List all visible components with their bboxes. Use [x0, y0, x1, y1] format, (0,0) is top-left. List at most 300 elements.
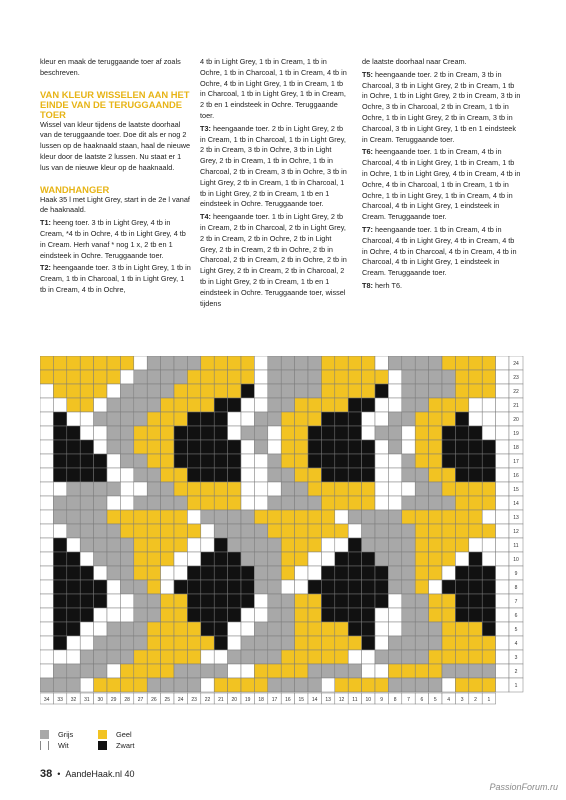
chart-cell: [134, 580, 147, 594]
chart-cell: [174, 636, 187, 650]
chart-cell: [40, 398, 53, 412]
chart-cell: [187, 566, 200, 580]
chart-cell: [268, 678, 281, 692]
chart-cell: [429, 538, 442, 552]
chart-cell: [415, 412, 428, 426]
page-number: 38: [40, 768, 53, 780]
chart-cell: [40, 440, 53, 454]
chart-cell: [53, 608, 66, 622]
chart-cell: [228, 412, 241, 426]
chart-cell: [268, 468, 281, 482]
chart-cell: [228, 496, 241, 510]
chart-cell: [67, 538, 80, 552]
column-number: 29: [110, 697, 117, 703]
chart-cell: [268, 664, 281, 678]
chart-cell: [348, 678, 361, 692]
column-number: 15: [298, 697, 305, 703]
chart-cell: [321, 678, 334, 692]
chart-cell: [268, 496, 281, 510]
chart-cell: [187, 440, 200, 454]
chart-cell: [362, 384, 375, 398]
chart-cell: [429, 412, 442, 426]
chart-cell: [201, 510, 214, 524]
column-number: 14: [311, 697, 318, 703]
column-number: 7: [407, 697, 410, 703]
chart-cell: [53, 538, 66, 552]
chart-cell: [268, 608, 281, 622]
chart-cell: [375, 664, 388, 678]
row-number: 13: [513, 515, 519, 521]
chart-cell: [201, 608, 214, 622]
chart-cell: [53, 440, 66, 454]
chart-cell: [402, 384, 415, 398]
chart-cell: [496, 524, 509, 538]
chart-cell: [482, 426, 495, 440]
chart-cell: [67, 594, 80, 608]
chart-cell: [94, 594, 107, 608]
row-number: 22: [513, 389, 519, 395]
chart-cell: [321, 650, 334, 664]
chart-cell: [174, 650, 187, 664]
chart-cell: [254, 566, 267, 580]
chart-cell: [134, 482, 147, 496]
chart-cell: [201, 440, 214, 454]
chart-cell: [80, 482, 93, 496]
chart-cell: [228, 370, 241, 384]
chart-cell: [94, 622, 107, 636]
chart-cell: [241, 468, 254, 482]
chart-cell: [120, 566, 133, 580]
chart-cell: [348, 370, 361, 384]
chart-cell: [348, 468, 361, 482]
chart-cell: [134, 622, 147, 636]
chart-cell: [254, 412, 267, 426]
chart-cell: [335, 510, 348, 524]
chart-cell: [482, 454, 495, 468]
chart-cell: [134, 552, 147, 566]
chart-cell: [94, 496, 107, 510]
chart-cell: [228, 538, 241, 552]
chart-cell: [455, 454, 468, 468]
chart-cell: [496, 496, 509, 510]
chart-cell: [268, 580, 281, 594]
chart-cell: [161, 580, 174, 594]
chart-cell: [107, 594, 120, 608]
chart-cell: [455, 678, 468, 692]
chart-cell: [94, 636, 107, 650]
chart-cell: [174, 412, 187, 426]
chart-cell: [335, 678, 348, 692]
chart-cell: [308, 566, 321, 580]
chart-cell: [228, 650, 241, 664]
chart-cell: [107, 636, 120, 650]
chart-cell: [402, 566, 415, 580]
chart-cell: [107, 524, 120, 538]
chart-cell: [402, 538, 415, 552]
chart-cell: [268, 384, 281, 398]
column-number: 1: [487, 697, 491, 703]
chart-cell: [362, 622, 375, 636]
chart-cell: [496, 384, 509, 398]
chart-cell: [187, 664, 200, 678]
chart-cell: [94, 468, 107, 482]
chart-cell: [388, 398, 401, 412]
chart-cell: [241, 454, 254, 468]
chart-cell: [40, 468, 53, 482]
chart-cell: [40, 496, 53, 510]
chart-cell: [120, 412, 133, 426]
row-number: 15: [513, 487, 519, 493]
chart-cell: [281, 426, 294, 440]
chart-cell: [362, 454, 375, 468]
chart-cell: [455, 650, 468, 664]
chart-cell: [455, 440, 468, 454]
chart-cell: [161, 664, 174, 678]
chart-cell: [348, 524, 361, 538]
chart-cell: [40, 538, 53, 552]
chart-cell: [187, 622, 200, 636]
chart-cell: [254, 440, 267, 454]
row-number: 20: [513, 417, 519, 423]
chart-cell: [442, 566, 455, 580]
chart-cell: [455, 608, 468, 622]
chart-cell: [308, 538, 321, 552]
chart-cell: [94, 384, 107, 398]
chart-cell: [201, 622, 214, 636]
chart-cell: [375, 566, 388, 580]
chart-cell: [40, 608, 53, 622]
chart-cell: [308, 622, 321, 636]
chart-cell: [228, 356, 241, 370]
chart-cell: [388, 370, 401, 384]
chart-cell: [429, 566, 442, 580]
section-heading-wandhanger: WANDHANGER: [40, 183, 110, 195]
chart-cell: [375, 468, 388, 482]
chart-cell: [254, 482, 267, 496]
chart-cell: [174, 552, 187, 566]
chart-cell: [469, 496, 482, 510]
chart-cell: [295, 538, 308, 552]
chart-cell: [187, 426, 200, 440]
chart-cell: [308, 580, 321, 594]
chart-cell: [254, 552, 267, 566]
column-number: 9: [380, 697, 384, 703]
column-number: 28: [124, 697, 130, 703]
row-number: 21: [513, 403, 519, 409]
chart-cell: [415, 580, 428, 594]
chart-cell: [174, 440, 187, 454]
chart-cell: [496, 412, 509, 426]
chart-cell: [415, 454, 428, 468]
chart-cell: [482, 482, 495, 496]
chart-cell: [268, 412, 281, 426]
chart-cell: [335, 356, 348, 370]
chart-cell: [362, 510, 375, 524]
chart-cell: [335, 370, 348, 384]
chart-cell: [496, 398, 509, 412]
chart-cell: [241, 678, 254, 692]
chart-cell: [295, 608, 308, 622]
chart-cell: [241, 384, 254, 398]
chart-cell: [80, 580, 93, 594]
intro-text: kleur en maak de teruggaande toer af zoals beschreven.: [40, 57, 181, 77]
chart-cell: [469, 384, 482, 398]
chart-cell: [415, 664, 428, 678]
chart-cell: [80, 370, 93, 384]
chart-cell: [241, 650, 254, 664]
chart-cell: [335, 412, 348, 426]
chart-cell: [67, 384, 80, 398]
chart-cell: [469, 580, 482, 594]
chart-cell: [482, 636, 495, 650]
chart-cell: [335, 454, 348, 468]
column-number: 21: [218, 697, 224, 703]
chart-cell: [482, 510, 495, 524]
chart-cell: [442, 650, 455, 664]
chart-cell: [201, 496, 214, 510]
chart-cell: [429, 370, 442, 384]
chart-cell: [214, 510, 227, 524]
chart-cell: [415, 538, 428, 552]
chart-cell: [402, 356, 415, 370]
chart-cell: [80, 678, 93, 692]
chart-cell: [174, 468, 187, 482]
chart-cell: [228, 454, 241, 468]
chart-cell: [455, 398, 468, 412]
chart-cell: [94, 398, 107, 412]
chart-cell: [469, 538, 482, 552]
column-number: 31: [84, 697, 90, 703]
chart-cell: [482, 524, 495, 538]
chart-cell: [161, 454, 174, 468]
chart-cell: [214, 524, 227, 538]
chart-cell: [348, 426, 361, 440]
chart-cell: [214, 552, 227, 566]
chart-cell: [281, 468, 294, 482]
chart-cell: [415, 594, 428, 608]
chart-cell: [362, 594, 375, 608]
chart-cell: [147, 468, 160, 482]
chart-cell: [80, 440, 93, 454]
chart-cell: [348, 552, 361, 566]
legend-label-wit: Wit: [58, 741, 69, 750]
chart-cell: [469, 622, 482, 636]
chart-cell: [321, 524, 334, 538]
chart-cell: [147, 580, 160, 594]
chart-cell: [147, 524, 160, 538]
chart-cell: [402, 594, 415, 608]
chart-cell: [308, 678, 321, 692]
chart-cell: [161, 636, 174, 650]
chart-cell: [295, 678, 308, 692]
chart-cell: [187, 412, 200, 426]
chart-cell: [482, 678, 495, 692]
chart-cell: [80, 524, 93, 538]
chart-cell: [281, 496, 294, 510]
legend-item-grijs: [40, 729, 73, 740]
chart-cell: [228, 384, 241, 398]
chart-cell: [402, 608, 415, 622]
chart-cell: [295, 412, 308, 426]
chart-cell: [120, 622, 133, 636]
chart-cell: [429, 496, 442, 510]
chart-cell: [94, 370, 107, 384]
chart-cell: [442, 398, 455, 412]
chart-cell: [147, 496, 160, 510]
chart-cell: [134, 636, 147, 650]
chart-cell: [241, 496, 254, 510]
chart-cell: [335, 580, 348, 594]
chart-cell: [187, 510, 200, 524]
chart-cell: [268, 636, 281, 650]
chart-cell: [415, 566, 428, 580]
chart-cell: [402, 468, 415, 482]
chart-cell: [107, 482, 120, 496]
chart-cell: [295, 552, 308, 566]
chart-cell: [214, 426, 227, 440]
chart-cell: [107, 566, 120, 580]
chart-cell: [67, 650, 80, 664]
chart-cell: [442, 608, 455, 622]
chart-cell: [268, 482, 281, 496]
chart-cell: [308, 496, 321, 510]
chart-cell: [174, 370, 187, 384]
chart-cell: [134, 650, 147, 664]
chart-cell: [53, 398, 66, 412]
chart-cell: [362, 580, 375, 594]
chart-cell: [94, 356, 107, 370]
chart-cell: [254, 608, 267, 622]
chart-cell: [348, 496, 361, 510]
chart-cell: [67, 636, 80, 650]
chart-cell: [402, 412, 415, 426]
chart-cell: [308, 594, 321, 608]
chart-cell: [281, 510, 294, 524]
column-number: 26: [151, 697, 157, 703]
chart-cell: [455, 412, 468, 426]
chart-cell: [53, 510, 66, 524]
chart-cell: [335, 426, 348, 440]
chart-cell: [120, 524, 133, 538]
chart-cell: [254, 510, 267, 524]
chart-cell: [40, 454, 53, 468]
text-column-2: [200, 57, 350, 311]
chart-cell: [469, 412, 482, 426]
chart-cell: [281, 580, 294, 594]
chart-cell: [147, 482, 160, 496]
chart-cell: [201, 412, 214, 426]
row-number: 10: [513, 557, 519, 563]
chart-cell: [308, 608, 321, 622]
chart-cell: [53, 468, 66, 482]
chart-cell: [455, 370, 468, 384]
chart-cell: [335, 482, 348, 496]
chart-cell: [107, 580, 120, 594]
chart-cell: [402, 524, 415, 538]
chart-cell: [94, 524, 107, 538]
chart-cell: [295, 426, 308, 440]
chart-cell: [120, 510, 133, 524]
chart-cell: [455, 622, 468, 636]
chart-cell: [134, 370, 147, 384]
chart-cell: [455, 636, 468, 650]
chart-cell: [67, 370, 80, 384]
chart-cell: [442, 440, 455, 454]
chart-cell: [94, 650, 107, 664]
chart-cell: [388, 426, 401, 440]
row-number: 4: [514, 641, 518, 647]
chart-cell: [254, 426, 267, 440]
chart-cell: [429, 636, 442, 650]
chart-cell: [415, 482, 428, 496]
chart-cell: [295, 580, 308, 594]
chart-cell: [429, 356, 442, 370]
chart-cell: [67, 426, 80, 440]
chart-cell: [402, 664, 415, 678]
chart-cell: [362, 356, 375, 370]
chart-cell: [268, 566, 281, 580]
chart-cell: [241, 440, 254, 454]
chart-cell: [455, 552, 468, 566]
chart-cell: [308, 552, 321, 566]
chart-cell: [388, 538, 401, 552]
chart-cell: [335, 608, 348, 622]
chart-cell: [281, 412, 294, 426]
chart-cell: [53, 370, 66, 384]
chart-cell: [241, 566, 254, 580]
chart-cell: [268, 594, 281, 608]
chart-cell: [214, 370, 227, 384]
chart-cell: [348, 608, 361, 622]
chart-cell: [335, 538, 348, 552]
chart-cell: [147, 566, 160, 580]
chart-cell: [214, 482, 227, 496]
chart-cell: [53, 566, 66, 580]
chart-cell: [295, 398, 308, 412]
chart-cell: [161, 482, 174, 496]
chart-cell: [375, 398, 388, 412]
chart-cell: [348, 412, 361, 426]
chart-cell: [40, 636, 53, 650]
chart-cell: [442, 454, 455, 468]
chart-cell: [214, 664, 227, 678]
chart-cell: [147, 370, 160, 384]
chart-cell: [187, 650, 200, 664]
chart-cell: [402, 580, 415, 594]
column-number: 32: [70, 697, 77, 703]
chart-cell: [107, 650, 120, 664]
chart-cell: [161, 398, 174, 412]
chart-cell: [147, 356, 160, 370]
chart-cell: [295, 524, 308, 538]
chart-cell: [442, 412, 455, 426]
chart-cell: [281, 538, 294, 552]
chart-cell: [107, 384, 120, 398]
chart-cell: [429, 608, 442, 622]
chart-cell: [80, 664, 93, 678]
chart-cell: [187, 608, 200, 622]
chart-cell: [161, 538, 174, 552]
chart-cell: [388, 468, 401, 482]
kleurwissel-text: Wissel van kleur tijdens de laatste doorhaal van de teruggaande toer. Doe dit als er nog 2 lussen op de haaknaald staan, haal de nieuwe kleur door de laatste 2 lussen. Nu staat er 1 lus van de nieuwe kleur op de haaknaald.: [40, 119, 191, 172]
chart-cell: [40, 594, 53, 608]
chart-cell: [40, 384, 53, 398]
chart-cell: [254, 650, 267, 664]
chart-cell: [321, 608, 334, 622]
chart-cell: [174, 566, 187, 580]
chart-cell: [429, 398, 442, 412]
chart-cell: [147, 552, 160, 566]
